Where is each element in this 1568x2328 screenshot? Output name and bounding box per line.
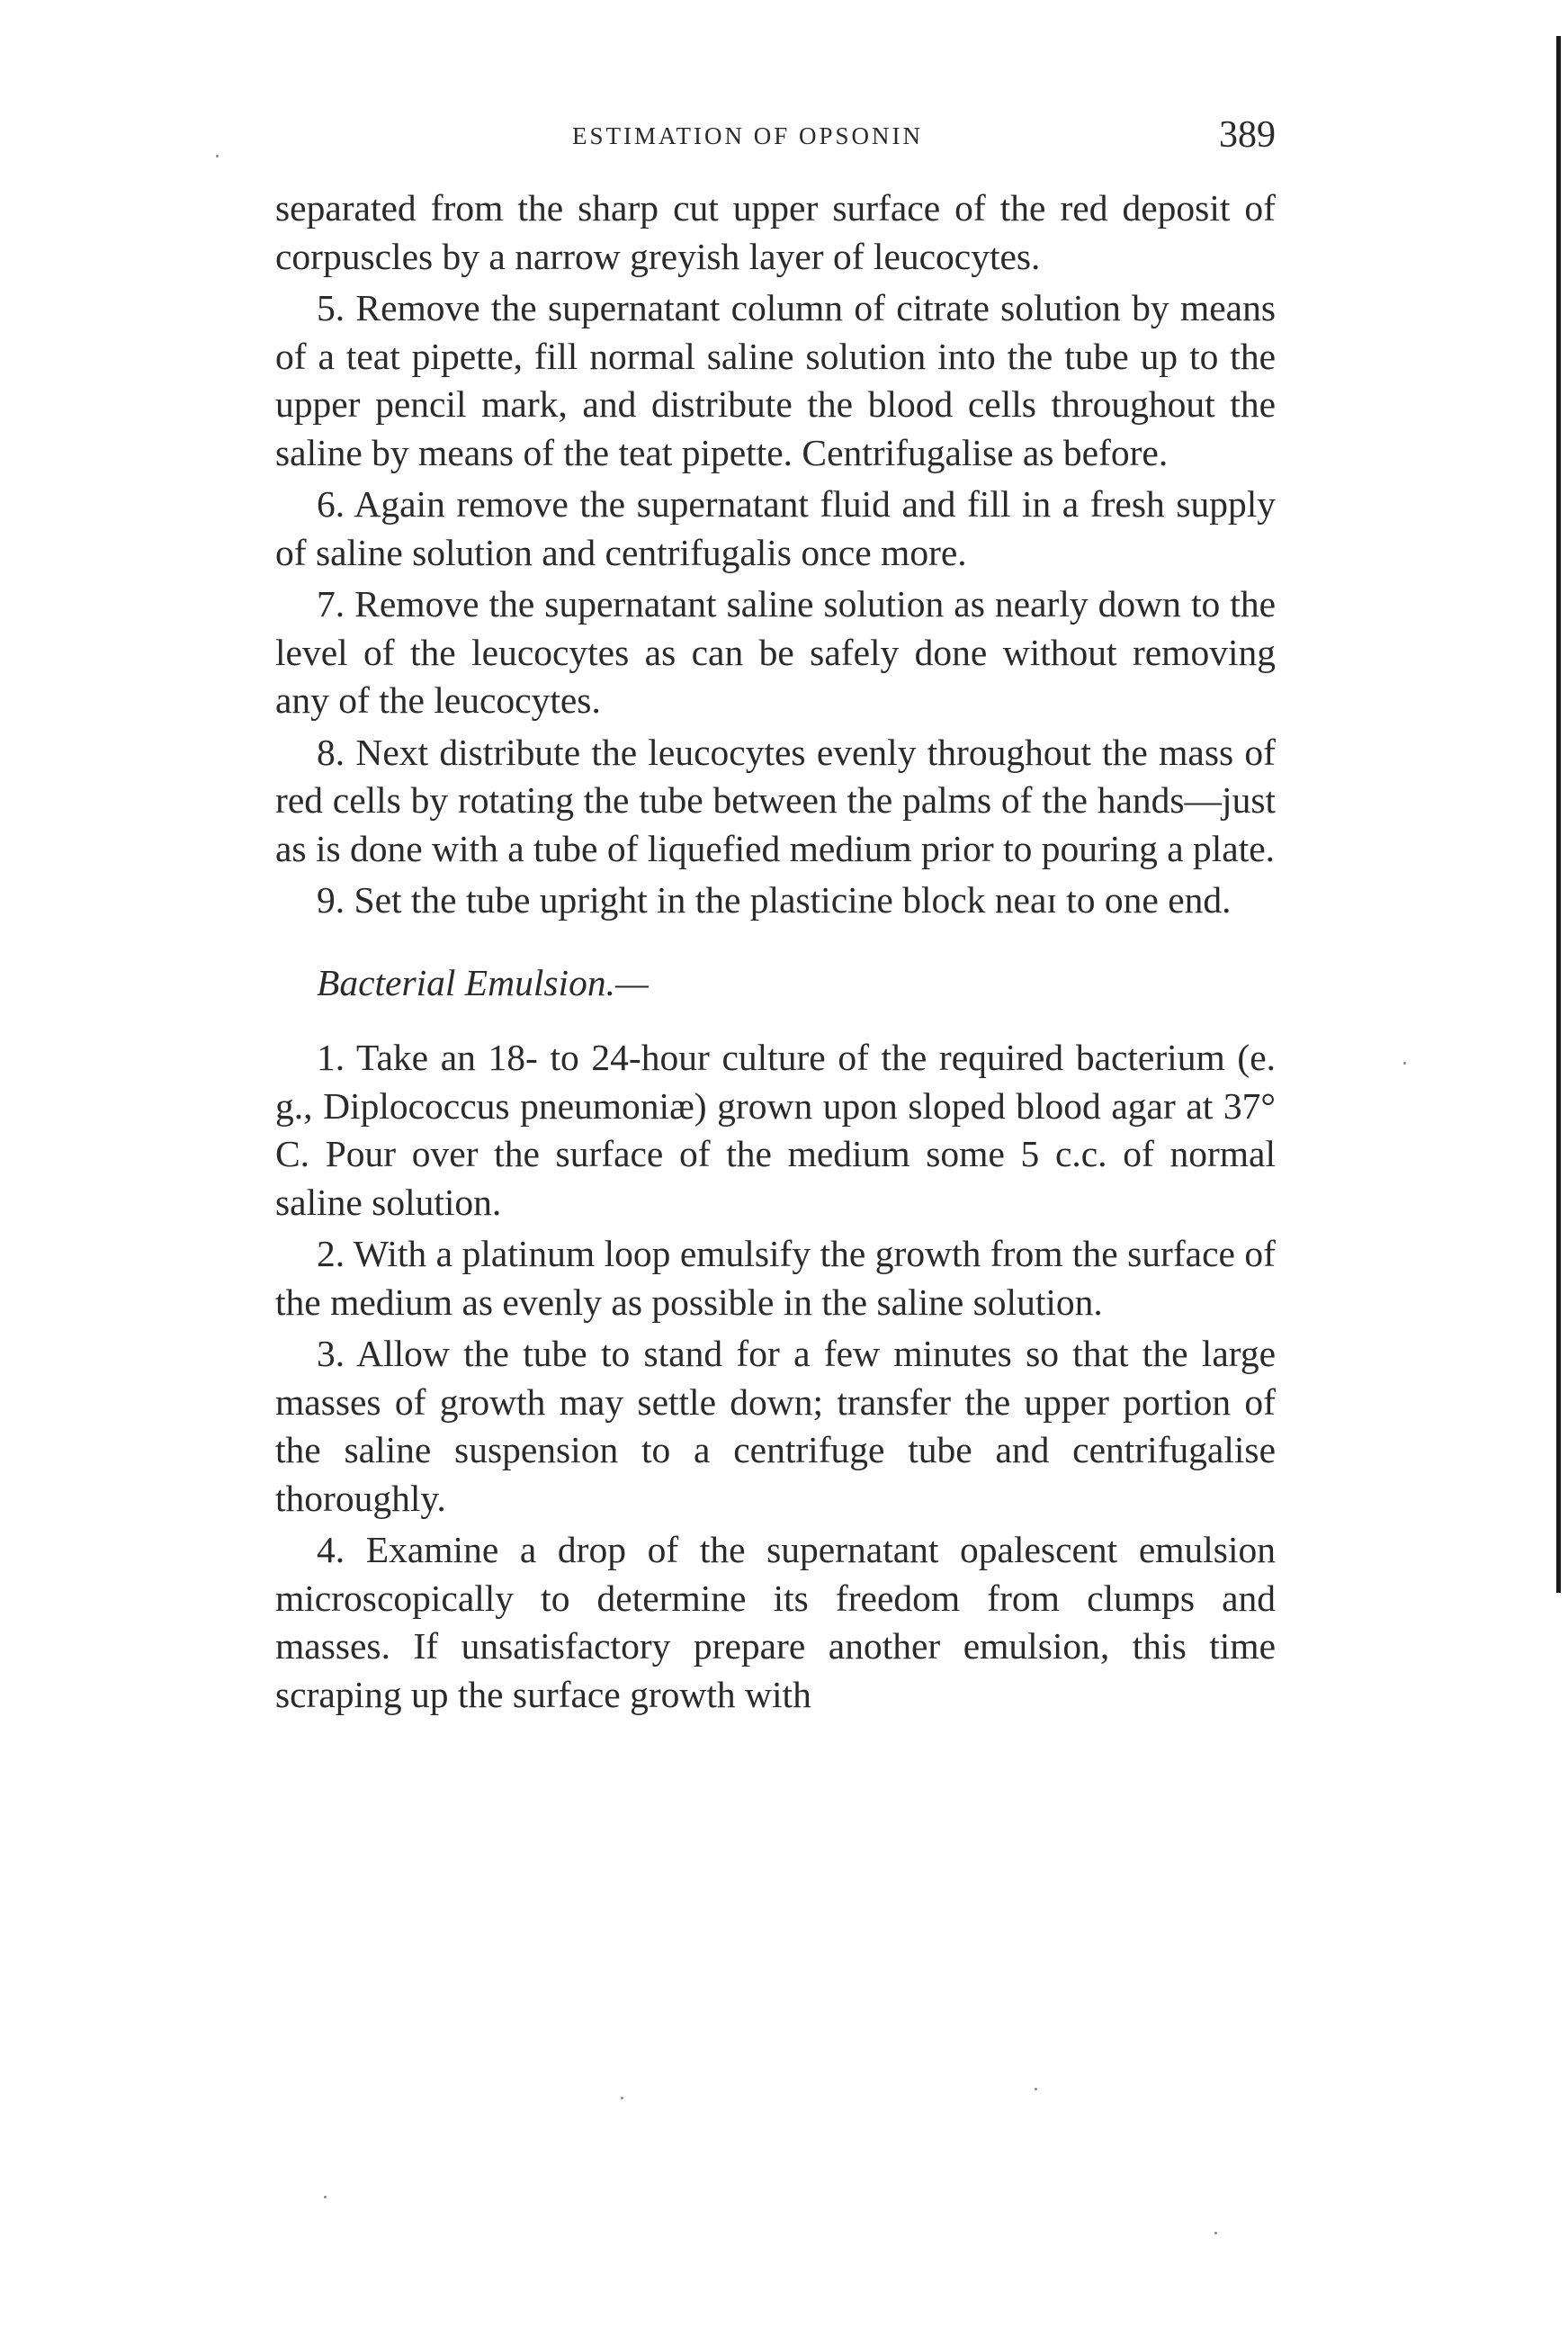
- scan-speck: [1035, 2088, 1037, 2090]
- page-number: 389: [1219, 114, 1276, 156]
- body-text: [275, 184, 1276, 1719]
- running-title: ESTIMATION OF OPSONIN: [572, 122, 924, 149]
- scan-edge-line: [1556, 36, 1561, 1593]
- step-paragraph: 3. Allow the tube to stand for a few minutes so that the large masses of growth may settle down; transfer the upper portion of the saline suspension to a centrifuge tube and centrifugalise thoroughly.: [275, 1333, 1276, 1519]
- running-head: [275, 113, 1276, 167]
- scan-speck: [621, 2097, 623, 2099]
- scan-speck: [324, 2196, 327, 2198]
- step-paragraph: 2. With a platinum loop emulsify the growth from the surface of the medium as evenly as possible in the saline solution.: [275, 1233, 1276, 1323]
- step-paragraph: 7. Remove the supernatant saline solution as nearly down to the level of the leucocytes as can be safely done without removing any of the leucocytes.: [275, 583, 1276, 721]
- step-paragraph: 9. Set the tube upright in the plasticine block neaɪ to one end.: [317, 879, 1232, 921]
- step-paragraph: 8. Next distribute the leucocytes evenly throughout the mass of red cells by rotating the tube between the palms of the hands—just as is done with a tube of liquefied medium prior to pouring a plate.: [275, 731, 1276, 869]
- step-paragraph: 1. Take an 18- to 24-hour culture of the required bacterium (e. g., Diplococcus pneumoniæ) grown upon sloped blood agar at 37° C. Pour over the surface of the medium some 5 c.c. of normal saline solution.: [275, 1037, 1276, 1223]
- continued-paragraph: separated from the sharp cut upper surface of the red deposit of corpuscles by a narrow greyish layer of leucocytes.: [275, 187, 1276, 277]
- step-paragraph: 4. Examine a drop of the supernatant opalescent emulsion microscopically to determine its freedom from clumps and masses. If unsatisfactory prepare another emulsion, this time scraping up the surface growth with: [275, 1529, 1276, 1715]
- scan-speck: [216, 155, 219, 157]
- step-paragraph: 5. Remove the supernatant column of citrate solution by means of a teat pipette, fill normal saline solution into the tube up to the upper pencil mark, and distribute the blood cells throughout the saline by means of the teat pipette. Centrifugalise as before.: [275, 287, 1276, 473]
- scan-speck: [1214, 2232, 1217, 2234]
- scan-speck: [1403, 1062, 1406, 1065]
- step-paragraph: 6. Again remove the supernatant fluid and fill in a fresh supply of saline solution and centrifugalis once more.: [275, 483, 1276, 573]
- section-heading: Bacterial Emulsion.—: [317, 961, 649, 1003]
